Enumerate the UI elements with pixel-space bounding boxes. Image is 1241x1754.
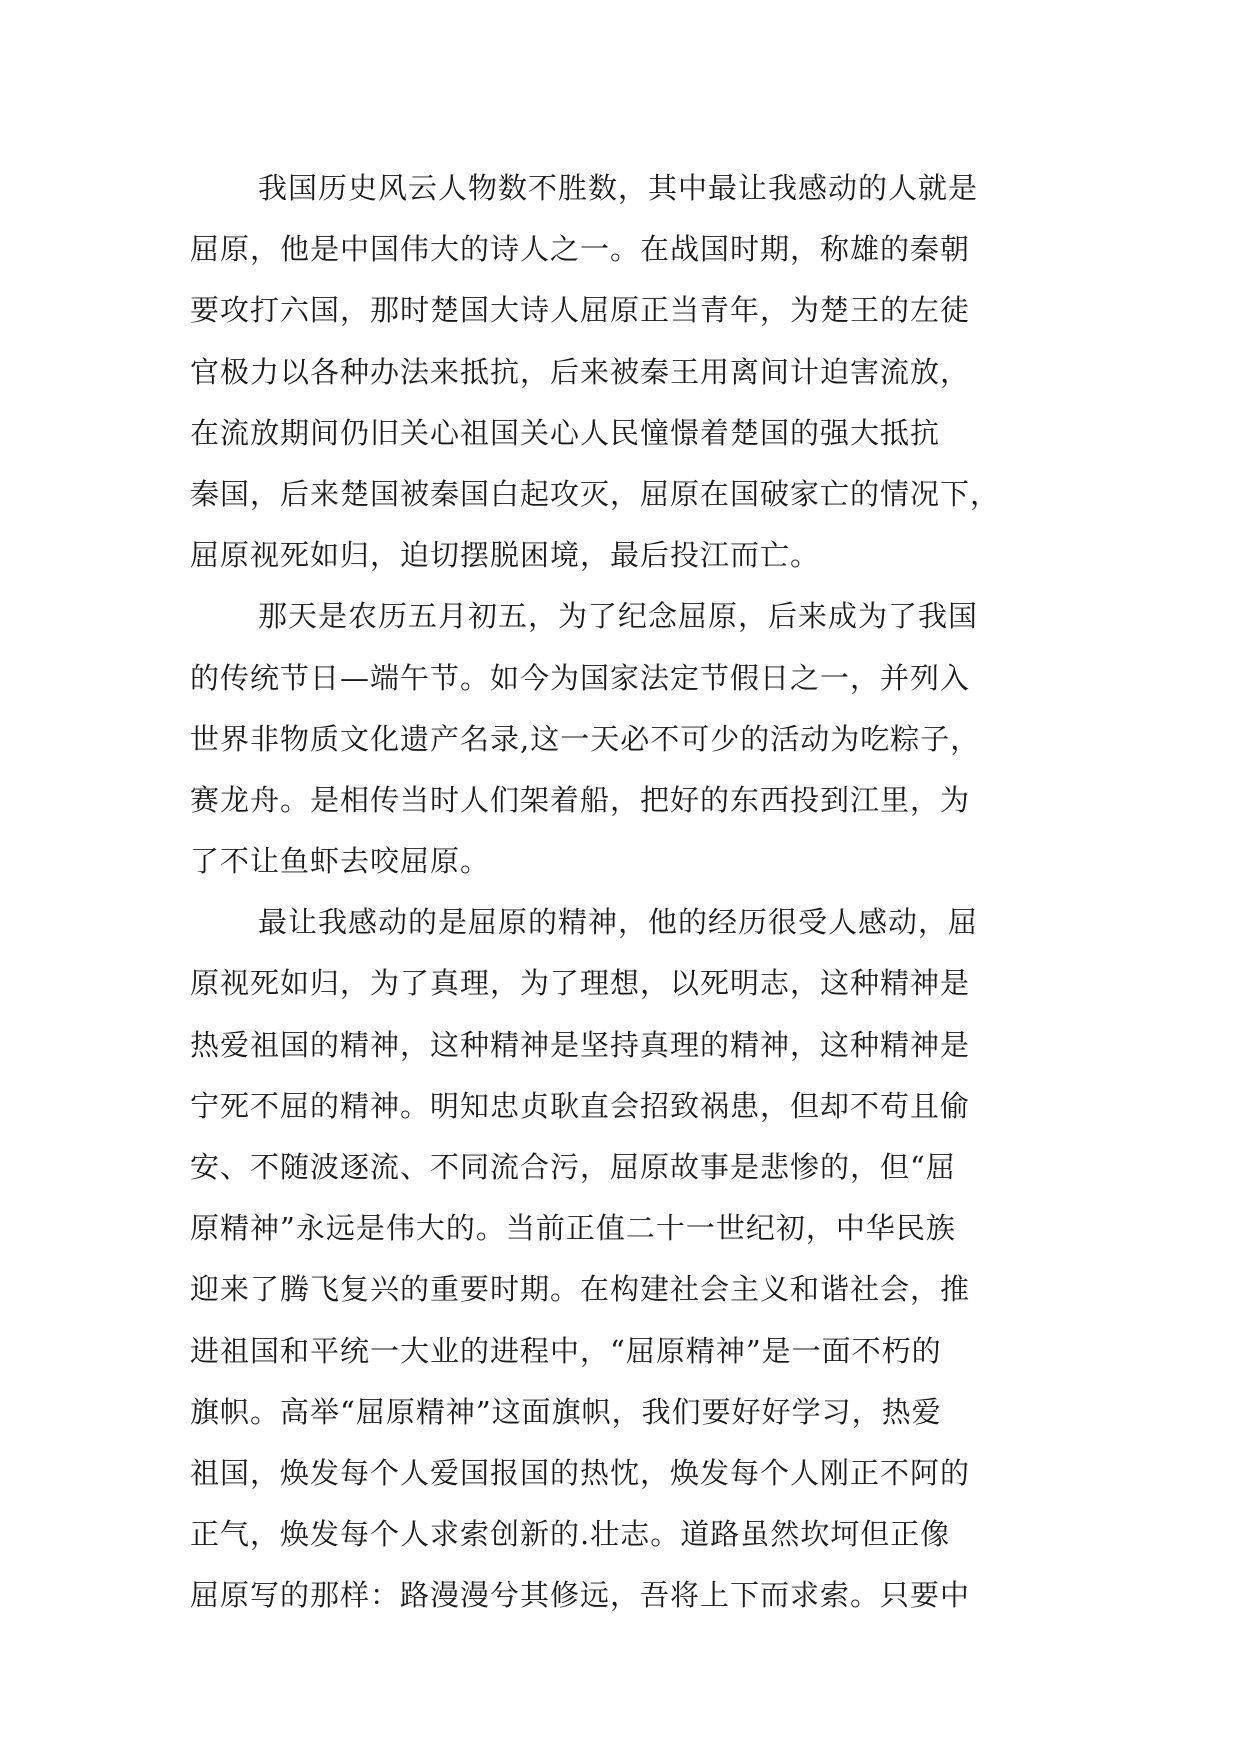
text-line: 屈原视死如归，迫切摆脱困境，最后投江而亡。 [190,538,821,573]
text-line: 宁死不屈的精神。明知忠贞耿直会招致祸患，但却不苟且偷 [190,1088,971,1123]
text-line: 热爱祖国的精神，这种精神是坚持真理的精神，这种精神是 [190,1027,971,1062]
text-line: 那天是农历五月初五，为了纪念屈原，后来成为了我国 [258,599,979,634]
text-line: 迎来了腾飞复兴的重要时期。在构建社会主义和谐社会，推 [190,1272,971,1307]
text-line: 安、不随波逐流、不同流合污，屈原故事是悲惨的，但“屈 [190,1150,956,1184]
text-line: 进祖国和平统一大业的进程中，“屈原精神”是一面不朽的 [190,1333,942,1368]
text-line: 旗帜。高举“屈原精神”这面旗帜，我们要好好学习，热爱 [190,1394,942,1429]
text-line: 的传统节日—端午节。如今为国家法定节假日之一，并列入 [190,660,971,695]
paragraph-2 [190,586,1060,892]
text-line: 要攻打六国，那时楚国大诗人屈原正当青年，为楚王的左徒 [190,293,971,328]
paragraph-1 [190,158,1060,586]
text-line: 我国历史风云人物数不胜数，其中最让我感动的人就是 [258,171,979,205]
text-line: 正气，焕发每个人求索创新的.壮志。道路虽然坎坷但正像 [190,1517,951,1552]
text-line: 赛龙舟。是相传当时人们架着船，把好的东西投到江里，为 [190,782,971,817]
text-line: 屈原写的那样：路漫漫兮其修远，吾将上下而求索。只要中 [190,1578,971,1613]
text-line: 屈原，他是中国伟大的诗人之一。在战国时期，称雄的秦朝 [190,232,971,267]
paragraph-3 [190,892,1060,1626]
text-line: 最让我感动的是屈原的精神，他的经历很受人感动，屈 [258,905,979,940]
text-line: 了不让鱼虾去咬屈原。 [190,844,491,879]
text-line: 世界非物质文化遗产名录,这一天必不可少的活动为吃粽子， [190,721,981,756]
text-line: 在流放期间仍旧关心祖国关心人民憧憬着楚国的强大抵抗 [190,415,941,450]
text-line: 祖国，焕发每个人爱国报国的热忱，焕发每个人刚正不阿的 [190,1455,971,1490]
document-body [190,158,1060,1627]
text-line: 秦国，后来楚国被秦国白起攻灭，屈原在国破家亡的情况下， [190,476,1001,511]
text-line: 原精神”永远是伟大的。当前正值二十一世纪初，中华民族 [190,1211,956,1246]
text-line: 官极力以各种办法来抵抗，后来被秦王用离间计迫害流放， [190,354,971,389]
text-line: 原视死如归，为了真理，为了理想，以死明志，这种精神是 [190,966,971,1001]
